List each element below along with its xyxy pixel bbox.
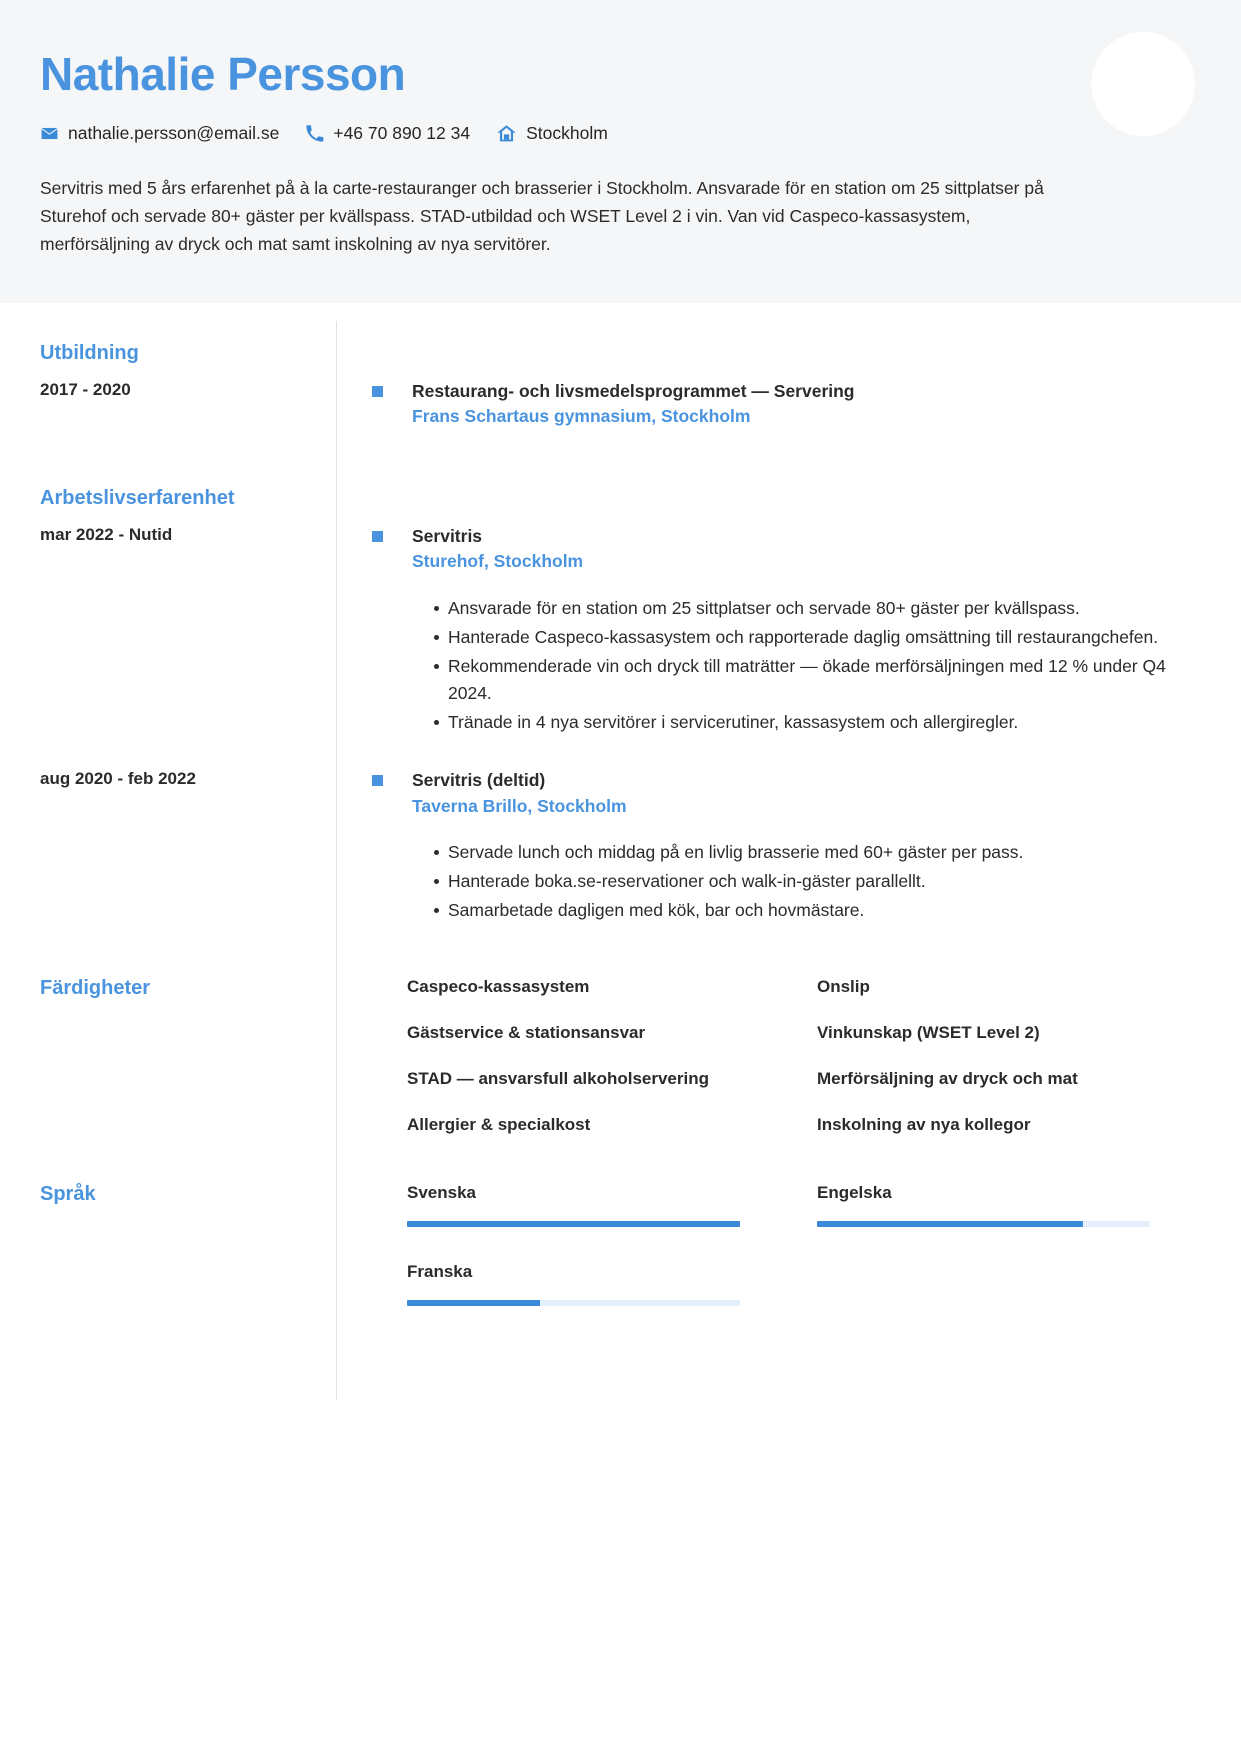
list-item: Hanterade Caspeco-kassasystem och rapporterade daglig omsättning till restaurangchefen.: [434, 624, 1201, 651]
language-name: Franska: [407, 1262, 473, 1282]
language-level-fill: [407, 1300, 540, 1306]
resume-body: [0, 303, 1241, 1400]
skill-item: Merförsäljning av dryck och mat: [817, 1069, 1078, 1089]
resume-header: [0, 0, 1241, 303]
entry-marker-icon: [372, 531, 383, 542]
languages-section-title: Språk: [40, 1183, 96, 1205]
experience-dates: mar 2022 - Nutid: [40, 524, 173, 544]
entry-marker-icon: [372, 775, 383, 786]
experience-left-col: [40, 486, 336, 510]
list-item: Hanterade boka.se-reservationer och walk-in-gäster parallellt.: [434, 868, 1201, 895]
education-entry: [40, 379, 1201, 430]
experience-role: Servitris (deltid): [412, 770, 546, 791]
contact-phone[interactable]: [305, 124, 470, 143]
skills-left-col: [40, 976, 336, 1000]
skill-item: Allergier & specialkost: [407, 1115, 591, 1135]
contact-email-text: nathalie.persson@email.se: [68, 122, 280, 143]
skills-grid: [372, 976, 1201, 1160]
language-name: Engelska: [817, 1183, 892, 1202]
language-level-bar: [407, 1300, 740, 1306]
entry-marker-icon: [372, 386, 383, 397]
education-section-title: Utbildning: [40, 342, 139, 364]
page-title: Nathalie Persson: [40, 48, 406, 100]
language-item: [407, 1182, 740, 1227]
experience-employer: Taverna Brillo, Stockholm: [412, 795, 627, 816]
languages-grid: [372, 1182, 1201, 1340]
language-level-fill: [817, 1221, 1083, 1227]
skill-item: Gästservice & stationsansvar: [407, 1023, 646, 1043]
education-left-col: [40, 341, 336, 365]
experience-bullets: [412, 595, 1201, 737]
contact-location-text: Stockholm: [526, 122, 608, 143]
experience-entry-block: [372, 524, 1201, 736]
skills-section-title: Färdigheter: [40, 977, 151, 1000]
profile-summary: Servitris med 5 års erfarenhet på à la carte-restauranger och brasserier i Stockholm. Ansvarade för en station om 25 sittplatser på Sturehof och servade 80+ gäster per kvällspass. STAD-utbildad och WSET Level 2 i vin. Van vid Caspeco-kassasystem, merförsäljning av dryck och mat samt inskolning av nya servitörer.: [40, 177, 1044, 254]
experience-entry: [40, 768, 1201, 926]
email-icon: [40, 124, 59, 143]
languages-left-col: [40, 1182, 336, 1206]
experience-entry: [40, 524, 1201, 738]
experience-dates: aug 2020 - feb 2022: [40, 769, 196, 789]
skill-item: Caspeco-kassasystem: [407, 977, 590, 997]
experience-employer: Sturehof, Stockholm: [412, 551, 584, 572]
education-dates: 2017 - 2020: [40, 380, 131, 399]
list-item: Samarbetade dagligen med kök, bar och hovmästare.: [434, 897, 1201, 924]
list-item: Tränade in 4 nya servitörer i servicerutiner, kassasystem och allergiregler.: [434, 709, 1201, 736]
list-item: Rekommenderade vin och dryck till maträtter — ökade merförsäljningen med 12 % under Q4 2024.: [434, 653, 1201, 707]
language-level-bar: [407, 1221, 740, 1227]
section-languages: [40, 1182, 1201, 1340]
section-experience: [40, 486, 1201, 510]
language-item: [817, 1182, 1150, 1227]
phone-icon: [305, 124, 324, 143]
experience-entry-block: [372, 768, 1201, 924]
language-item: [407, 1261, 740, 1306]
skill-item: Onslip: [817, 977, 870, 997]
education-entry-block: [372, 379, 1201, 430]
education-institution: Frans Schartaus gymnasium, Stockholm: [412, 406, 751, 427]
section-skills: [40, 976, 1201, 1160]
contact-location[interactable]: [496, 123, 608, 144]
language-level-fill: [407, 1221, 740, 1227]
experience-role: Servitris: [412, 525, 483, 546]
list-item: Servade lunch och middag på en livlig brasserie med 60+ gäster per pass.: [434, 839, 1201, 866]
skill-item: Inskolning av nya kollegor: [817, 1115, 1031, 1135]
skill-item: Vinkunskap (WSET Level 2): [817, 1023, 1040, 1043]
avatar: [1091, 32, 1195, 136]
contact-row: [40, 123, 1201, 144]
experience-section-title: Arbetslivserfarenhet: [40, 486, 235, 509]
list-item: Ansvarade för en station om 25 sittplatser och servade 80+ gäster per kvällspass.: [434, 595, 1201, 622]
skill-item: STAD — ansvarsfull alkoholservering: [407, 1069, 709, 1089]
section-education: [40, 341, 1201, 365]
home-icon: [496, 123, 517, 144]
language-level-bar: [817, 1221, 1150, 1227]
education-program: Restaurang- och livsmedelsprogrammet — Servering: [412, 381, 855, 401]
contact-email[interactable]: [40, 124, 279, 143]
contact-phone-text: +46 70 890 12 34: [333, 122, 471, 143]
language-name: Svenska: [407, 1183, 476, 1202]
experience-bullets: [412, 839, 1201, 924]
